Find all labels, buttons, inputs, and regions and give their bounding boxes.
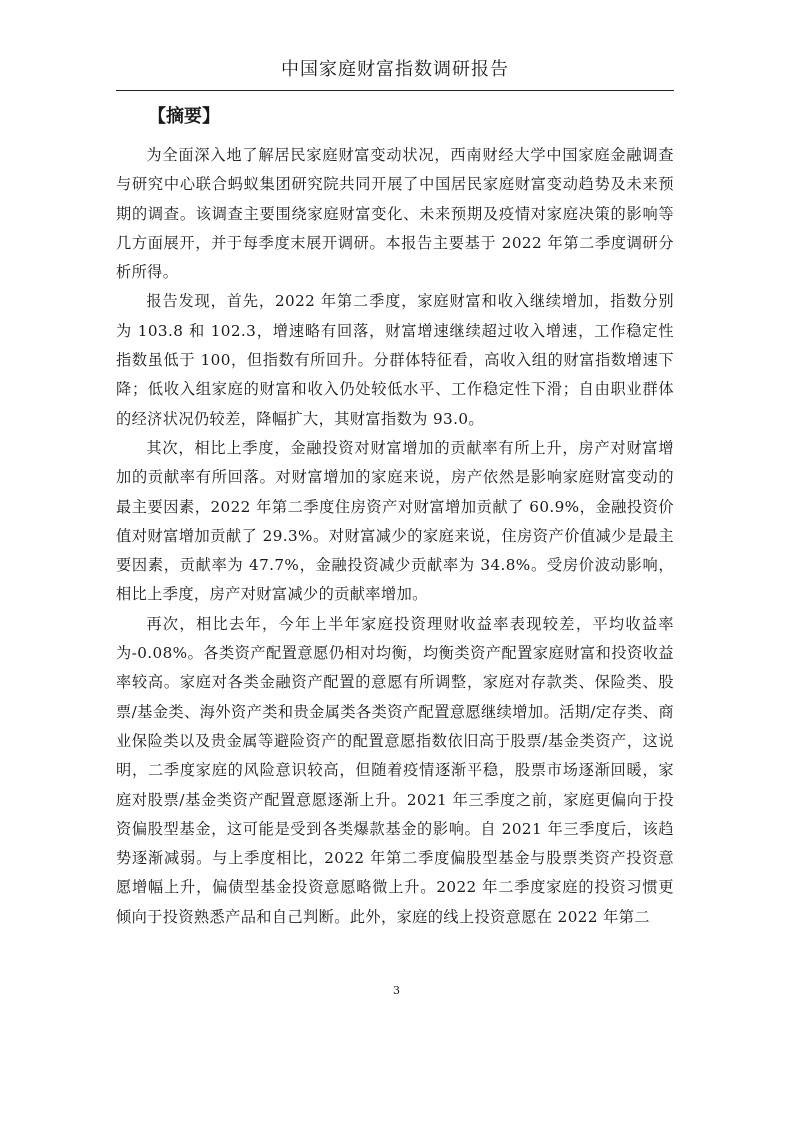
paragraph: 为全面深入地了解居民家庭财富变动状况，西南财经大学中国家庭金融调查与研究中心联合蚂蚁集团研究院共同开展了中国居民家庭财富变动趋势及未来预期的调查。该调查主要围绕家庭财富变化、未来预期及疫情对家庭决策的影响等几方面展开，并于每季度末展开调研。本报告主要基于 2022 年第二季度调研分析所得。 bbox=[116, 146, 674, 282]
abstract-body bbox=[116, 141, 674, 932]
page-number: 3 bbox=[393, 984, 400, 997]
paragraph: 再次，相比去年，今年上半年家庭投资理财收益率表现较差，平均收益率为-0.08%。各类资产配置意愿仍相对均衡，均衡类资产配置家庭财富和投资收益率较高。家庭对各类金融资产配置的意愿有所调整，家庭对存款类、保险类、股票/基金类、海外资产类和贵金属类各类资产配置意愿继续增加。活期/定存类、商业保险类以及贵金属等避险资产的配置意愿指数依旧高于股票/基金类资产，这说明，二季度家庭的风险意识较高，但随着疫情逐渐平稳，股票市场逐渐回暖，家庭对股票/基金类资产配置意愿逐渐上升。2021 年三季度之前，家庭更偏向于投资偏股型基金，这可能是受到各类爆款基金的影响。自 2021 年三季度后，该趋势逐渐减弱。与上季度相比，2022 年第二季度偏股型基金与股票类资产投资意愿增幅上升，偏债型基金投资意愿略微上升。2022 年二季度家庭的投资习惯更倾向于投资熟悉产品和自己判断。此外，家庭的线上投资意愿在 2022 年第二 bbox=[116, 614, 674, 926]
page-header-title: 中国家庭财富指数调研报告 bbox=[281, 59, 509, 80]
paragraph: 其次，相比上季度，金融投资对财富增加的贡献率有所上升，房产对财富增加的贡献率有所回落。对财富增加的家庭来说，房产依然是影响家庭财富变动的最主要因素，2022 年第二季度住房资产对财富增加贡献了 60.9%，金融投资价值对财富增加贡献了 29.3%。对财富减少的家庭来说，住房资产价值减少是最主要因素，贡献率为 47.7%，金融投资减少贡献率为 34.8%。受房价波动影响，相比上季度，房产对财富减少的贡献率增加。 bbox=[116, 438, 674, 604]
header-divider bbox=[116, 90, 674, 91]
paragraph: 报告发现，首先，2022 年第二季度，家庭财富和收入继续增加，指数分别为 103.8 和 102.3，增速略有回落，财富增速继续超过收入增速，工作稳定性指数虽低于 100，但指数有所回升。分群体特征看，高收入组的财富指数增速下降；低收入组家庭的财富和收入仍处较低水平、工作稳定性下滑；自由职业群体的经济状况仍较差，降幅扩大，其财富指数为 93.0。 bbox=[116, 292, 674, 428]
section-title: 【摘要】 bbox=[148, 106, 220, 127]
